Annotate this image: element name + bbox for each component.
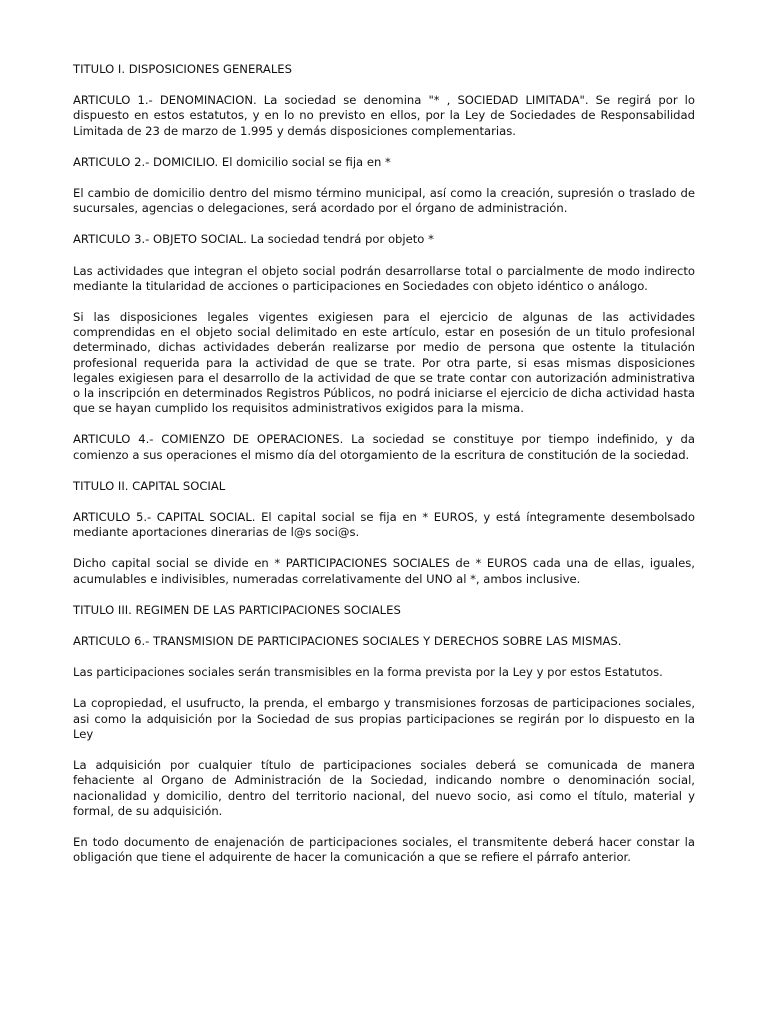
co-ownership-paragraph: La copropiedad, el usufructo, la prenda, el embargo y transmisiones forzosas de participaciones sociales, asi como la adquisición por la Sociedad de sus propias participaciones se regirán por lo dispuesto en la Ley xyxy=(73,696,695,741)
article-2-paragraph: ARTICULO 2.- DOMICILIO. El domicilio social se fija en * xyxy=(73,154,391,169)
legal-requirements-paragraph: Si las disposiciones legales vigentes exigiesen para el ejercicio de algunas de las actividades comprendidas en el objeto social delimitado en este artículo, estar en posesión de un titulo profesional determinado, dichas actividades deberán realizarse por medio de persona que ostente la titulación profesional requerida para la actividad de que se trate. Por otra parte, si esas mismas disposiciones legales exigiesen para el desarrollo de la actividad de que se trate contar con autorización administrativa o la inscripción en determinados Registros Públicos, no podrá iniciarse el ejercicio de dicha actividad hasta que se hayan cumplido los requisitos administrativos exigidos para la misma. xyxy=(73,310,695,416)
transfer-document-paragraph: En todo documento de enajenación de participaciones sociales, el transmitente deberá hacer constar la obligación que tiene el adquirente de hacer la comunicación a que se refiere el párrafo anterior. xyxy=(73,834,695,865)
transferability-paragraph: Las participaciones sociales serán transmisibles en la forma prevista por la Ley y por estos Estatutos. xyxy=(73,665,663,680)
article-1-paragraph: ARTICULO 1.- DENOMINACION. La sociedad se denomina "* , SOCIEDAD LIMITADA". Se regirá por lo dispuesto en estos estatutos, y en lo no previsto en ellos, por la Ley de Sociedades de Responsabilidad Limitada de 23 de marzo de 1.995 y demás disposiciones complementarias. xyxy=(73,93,695,138)
capital-division-paragraph: Dicho capital social se divide en * PARTICIPACIONES SOCIALES de * EUROS cada una de ellas, iguales, acumulables e indivisibles, numeradas correlativamente del UNO al *, ambos inclusive. xyxy=(73,556,695,586)
article-5-paragraph: ARTICULO 5.- CAPITAL SOCIAL. El capital social se fija en * EUROS, y está íntegramente desembolsado mediante aportaciones dinerarias de l@s soci@s. xyxy=(73,510,695,540)
title-2-heading: TITULO II. CAPITAL SOCIAL xyxy=(73,478,226,493)
article-6-heading: ARTICULO 6.- TRANSMISION DE PARTICIPACIONES SOCIALES Y DERECHOS SOBRE LAS MISMAS. xyxy=(73,634,622,649)
indirect-activities-paragraph: Las actividades que integran el objeto social podrán desarrollarse total o parcialmente de modo indirecto mediante la titularidad de acciones o participaciones en Sociedades con objeto idéntico o análogo. xyxy=(73,263,695,293)
title-3-heading: TITULO III. REGIMEN DE LAS PARTICIPACIONES SOCIALES xyxy=(73,602,401,617)
article-4-paragraph: ARTICULO 4.- COMIENZO DE OPERACIONES. La sociedad se constituye por tiempo indefinido, y da comienzo a sus operaciones el mismo día del otorgamiento de la escritura de constitución de la sociedad. xyxy=(73,432,695,462)
document-body xyxy=(73,62,695,881)
article-3-paragraph: ARTICULO 3.- OBJETO SOCIAL. La sociedad tendrá por objeto * xyxy=(73,232,434,247)
acquisition-notice-paragraph: La adquisición por cualquier título de participaciones sociales deberá se comunicada de manera fehaciente al Organo de Administración de la Sociedad, indicando nombre o denominación social, nacionalidad y domicilio, dentro del territorio nacional, del nuevo socio, asi como el título, material y formal, de su adquisición. xyxy=(73,758,695,818)
title-1-heading: TITULO I. DISPOSICIONES GENERALES xyxy=(73,62,292,76)
domicile-change-paragraph: El cambio de domicilio dentro del mismo término municipal, así como la creación, supresión o traslado de sucursales, agencias o delegaciones, será acordado por el órgano de administración. xyxy=(73,186,695,216)
